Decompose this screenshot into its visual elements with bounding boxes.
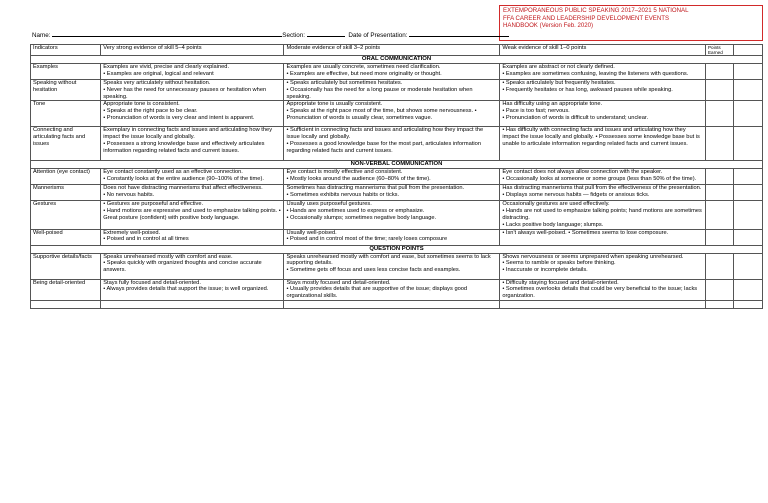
weak-evidence-cell: • Difficulty staying focused and detail-oriented. • Sometimes overlooks details that could be very beneficial to the issue; lacks organization. (500, 279, 706, 300)
moderate-evidence-cell: • Speaks articulately but sometimes hesitates. • Occasionally has the need for a long pause or moderate hesitation when speaking. (284, 80, 500, 101)
strong-evidence-cell: Appropriate tone is consistent. • Speaks at the right pace to be clear. • Pronunciation of words is very clear and intent is apparent. (101, 101, 284, 127)
moderate-evidence-cell: Speaks unrehearsed mostly with comfort and ease, but sometimes seems to lack supporting details. • Sometime gets off focus and uses less concise facts and examples. (284, 253, 500, 279)
section-field[interactable] (307, 30, 345, 37)
table-row (31, 253, 763, 279)
points-earned-cell[interactable] (705, 101, 734, 127)
moderate-evidence-cell: Usually uses purposeful gestures. • Hands are sometimes used to express or emphasize. • Occasionally slumps; sometimes negative body language. (284, 201, 500, 229)
moderate-evidence-cell: Appropriate tone is usually consistent. • Speaks at the right pace most of the time, but shows some nervousness. • Pronunciation of words is usually clear, sometimes vague. (284, 101, 500, 127)
table-row (31, 169, 763, 185)
section-header-row (31, 56, 763, 64)
section-title: NON-VERBAL COMMUNICATION (31, 161, 763, 169)
strong-evidence-cell: Does not have distracting mannerisms that affect effectiveness. • No nervous habits. (101, 185, 284, 201)
indicator-cell: Examples (31, 64, 101, 80)
empty-cell (500, 300, 706, 308)
indicator-cell: Being detail-oriented (31, 279, 101, 300)
column-header: Indicators (31, 45, 101, 56)
points-earned-cell[interactable] (705, 229, 734, 245)
form-header (32, 30, 502, 39)
table-row (31, 185, 763, 201)
moderate-evidence-cell: Eye contact is mostly effective and consistent. • Mostly looks around the audience (60–80% of the time). (284, 169, 500, 185)
strong-evidence-cell: Exemplary in connecting facts and issues and articulating how they impact the issue locally and globally. • Possesses a strong knowledge base and effectively articulates information regarding related facts and current issues. (101, 127, 284, 161)
column-header: Points Earned (705, 45, 734, 56)
date-field[interactable] (409, 30, 509, 37)
extra-column-cell (734, 80, 763, 101)
extra-column-cell (734, 45, 763, 56)
points-earned-cell[interactable] (705, 169, 734, 185)
empty-cell (31, 300, 101, 308)
extra-column-cell (734, 253, 763, 279)
notice-line-1: EXTEMPORANEOUS PUBLIC SPEAKING 2017–2021 5 NATIONAL (503, 7, 689, 14)
indicator-cell: Gestures (31, 201, 101, 229)
moderate-evidence-cell: Examples are usually concrete, sometimes need clarification. • Examples are effective, but need more originality or thought. (284, 64, 500, 80)
strong-evidence-cell: Examples are vivid, precise and clearly explained. • Examples are original, logical and relevant (101, 64, 284, 80)
points-earned-cell[interactable] (705, 64, 734, 80)
extra-column-cell (734, 185, 763, 201)
weak-evidence-cell: Eye contact does not always allow connection with the speaker. • Occasionally looks at someone or some groups (less than 50% of the time). (500, 169, 706, 185)
extra-column-cell (734, 64, 763, 80)
points-earned-cell[interactable] (705, 201, 734, 229)
points-earned-cell[interactable] (705, 127, 734, 161)
table-header-row (31, 45, 763, 56)
indicator-cell: Connecting and articulating facts and issues (31, 127, 101, 161)
scoring-rubric-table (30, 44, 763, 309)
points-earned-cell[interactable] (705, 253, 734, 279)
table-row (31, 201, 763, 229)
indicator-cell: Mannerisms (31, 185, 101, 201)
section-label: Section: (282, 32, 306, 39)
table-row (31, 101, 763, 127)
section-header-row (31, 161, 763, 169)
date-label: Date of Presentation: (348, 32, 408, 39)
weak-evidence-cell: • Speaks articulately but frequently hesitates. • Frequently hesitates or has long, awkward pauses while speaking. (500, 80, 706, 101)
moderate-evidence-cell: Stays mostly focused and detail-oriented. • Usually provides details that are supportive of the issue; displays good organizational skills. (284, 279, 500, 300)
table-row (31, 229, 763, 245)
weak-evidence-cell: • Has difficulty with connecting facts and issues and articulating how they impact the issue locally and globally. • Possesses some knowledge base but is unable to articulate information regarding related facts and current issues. (500, 127, 706, 161)
table-row (31, 80, 763, 101)
notice-line-3: HANDBOOK (Version Feb. 2020) (503, 22, 594, 30)
empty-cell (284, 300, 500, 308)
indicator-cell: Supportive details/facts (31, 253, 101, 279)
table-row (31, 279, 763, 300)
column-header: Weak evidence of skill 1–0 points (500, 45, 706, 56)
points-earned-cell[interactable] (705, 80, 734, 101)
extra-column-cell (734, 127, 763, 161)
points-earned-cell[interactable] (705, 279, 734, 300)
empty-cell (705, 300, 734, 308)
weak-evidence-cell: Occasionally gestures are used effectively. • Hands are not used to emphasize talking points; hand motions are sometimes distracting. • Lacks positive body language; slumps. (500, 201, 706, 229)
strong-evidence-cell: Speaks unrehearsed mostly with comfort and ease. • Speaks quickly with organized thoughts and concise accurate answers. (101, 253, 284, 279)
extra-column-cell (734, 279, 763, 300)
empty-row (31, 300, 763, 308)
weak-evidence-cell: Has difficulty using an appropriate tone. • Pace is too fast; nervous. • Pronunciation of words is difficult to understand; unclear. (500, 101, 706, 127)
indicator-cell: Tone (31, 101, 101, 127)
table-row (31, 127, 763, 161)
points-earned-cell[interactable] (705, 185, 734, 201)
moderate-evidence-cell: Sometimes has distracting mannerisms that pull from the presentation. • Sometimes exhibits nervous habits or ticks. (284, 185, 500, 201)
weak-evidence-cell: • Isn't always well-poised. • Sometimes seems to lose composure. (500, 229, 706, 245)
indicator-cell: Well-poised (31, 229, 101, 245)
indicator-cell: Attention (eye contact) (31, 169, 101, 185)
strong-evidence-cell: Speaks very articulately without hesitation. • Never has the need for unnecessary pauses or hesitation when speaking. (101, 80, 284, 101)
strong-evidence-cell: Extremely well-poised. • Poised and in control at all times (101, 229, 284, 245)
moderate-evidence-cell: • Sufficient in connecting facts and issues and articulating how they impact the issue locally and globally. • Possesses a good knowledge base for the most part, articulates information regarding related facts and current issues. (284, 127, 500, 161)
weak-evidence-cell: Shows nervousness or seems unprepared when speaking unrehearsed. • Seems to ramble or speaks before thinking. • Inaccurate or incomplete details. (500, 253, 706, 279)
weak-evidence-cell: Has distracting mannerisms that pull from the effectiveness of the presentation. • Displays some nervous habits — fidgets or anxious ticks. (500, 185, 706, 201)
extra-column-cell (734, 201, 763, 229)
empty-cell (734, 300, 763, 308)
indicator-cell: Speaking without hesitation (31, 80, 101, 101)
section-header-row (31, 245, 763, 253)
empty-cell (101, 300, 284, 308)
extra-column-cell (734, 229, 763, 245)
weak-evidence-cell: Examples are abstract or not clearly defined. • Examples are sometimes confusing, leaving the listeners with questions. (500, 64, 706, 80)
moderate-evidence-cell: Usually well-poised. • Poised and in control most of the time; rarely loses composure (284, 229, 500, 245)
column-header: Moderate evidence of skill 3–2 points (284, 45, 500, 56)
event-notice (499, 5, 763, 41)
section-title: ORAL COMMUNICATION (31, 56, 763, 64)
extra-column-cell (734, 169, 763, 185)
name-label: Name: (32, 32, 51, 39)
strong-evidence-cell: Eye contact constantly used as an effective connection. • Constantly looks at the entire audience (90–100% of the time). (101, 169, 284, 185)
name-field[interactable] (52, 30, 282, 37)
table-row (31, 64, 763, 80)
extra-column-cell (734, 101, 763, 127)
column-header: Very strong evidence of skill 5–4 points (101, 45, 284, 56)
strong-evidence-cell: Stays fully focused and detail-oriented. • Always provides details that support the issue; is well organized. (101, 279, 284, 300)
strong-evidence-cell: • Gestures are purposeful and effective. • Hand motions are expressive and used to emphasize talking points. • Great posture (confident) with positive body language. (101, 201, 284, 229)
section-title: QUESTION POINTS (31, 245, 763, 253)
notice-line-2: FFA CAREER AND LEADERSHIP DEVELOPMENT EVENTS (503, 14, 670, 22)
